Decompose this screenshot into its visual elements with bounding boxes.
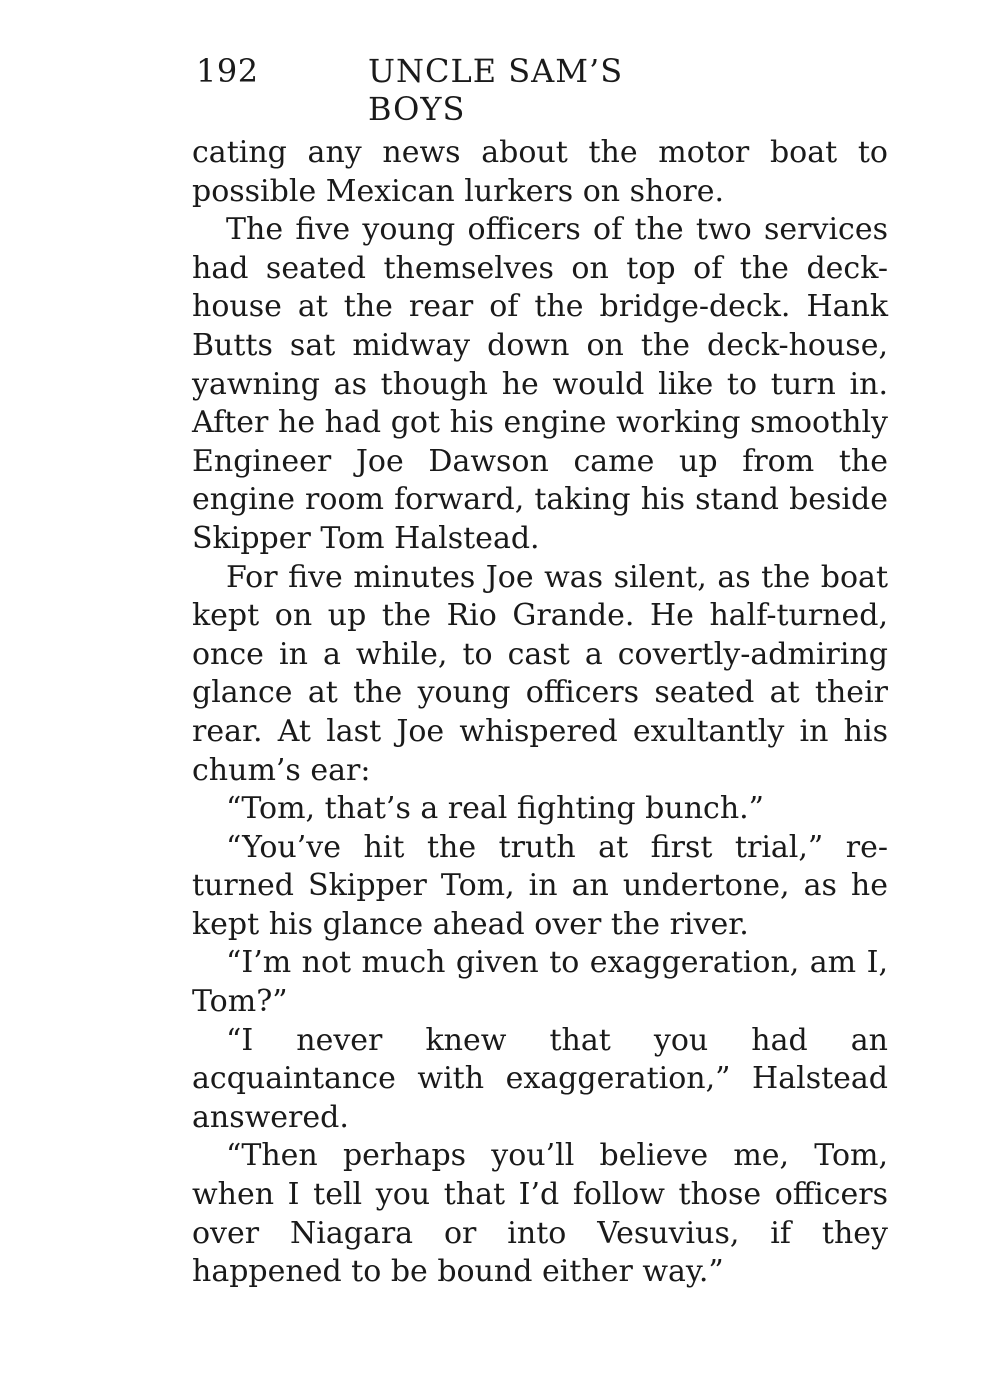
- running-head: [196, 52, 726, 128]
- paragraph: “You’ve hit the truth at first trial,” returned Skipper Tom, in an undertone, as he kept his glance ahead over the river.: [192, 829, 888, 942]
- paragraph: cating any news about the motor boat to possible Mexican lurkers on shore.: [192, 135, 888, 209]
- paragraph: “I never knew that you had an acquaintance with exaggeration,” Halstead answered.: [192, 1022, 888, 1135]
- page-number: 192: [196, 52, 259, 90]
- paragraph: “Tom, that’s a real fighting bunch.”: [226, 791, 765, 827]
- paragraph: “I’m not much given to exaggeration, am I, Tom?”: [192, 945, 888, 1020]
- running-title: UNCLE SAM’S BOYS: [368, 52, 624, 128]
- paragraph: For five minutes Joe was silent, as the boat kept on up the Rio Grande. He half-turned, once in a while, to cast a covertly-admiring glance at the young officers seated at their rear. At last Joe whispered exultantly in his chum’s ear:: [192, 559, 888, 788]
- paragraph: “Then perhaps you’ll believe me, Tom, when I tell you that I’d follow those officers over Niagara or into Vesuvius, if they happened to be bound either way.”: [192, 1138, 888, 1290]
- paragraph: The five young officers of the two services had seated themselves on top of the deck-house at the rear of the bridge-deck. Hank Butts sat midway down on the deck-house, yawning as though he would like to turn in. After he had got his engine working smoothly Engineer Joe Dawson came up from the engine room forward, taking his stand beside Skipper Tom Halstead.: [192, 212, 888, 556]
- body-text: [192, 134, 888, 1292]
